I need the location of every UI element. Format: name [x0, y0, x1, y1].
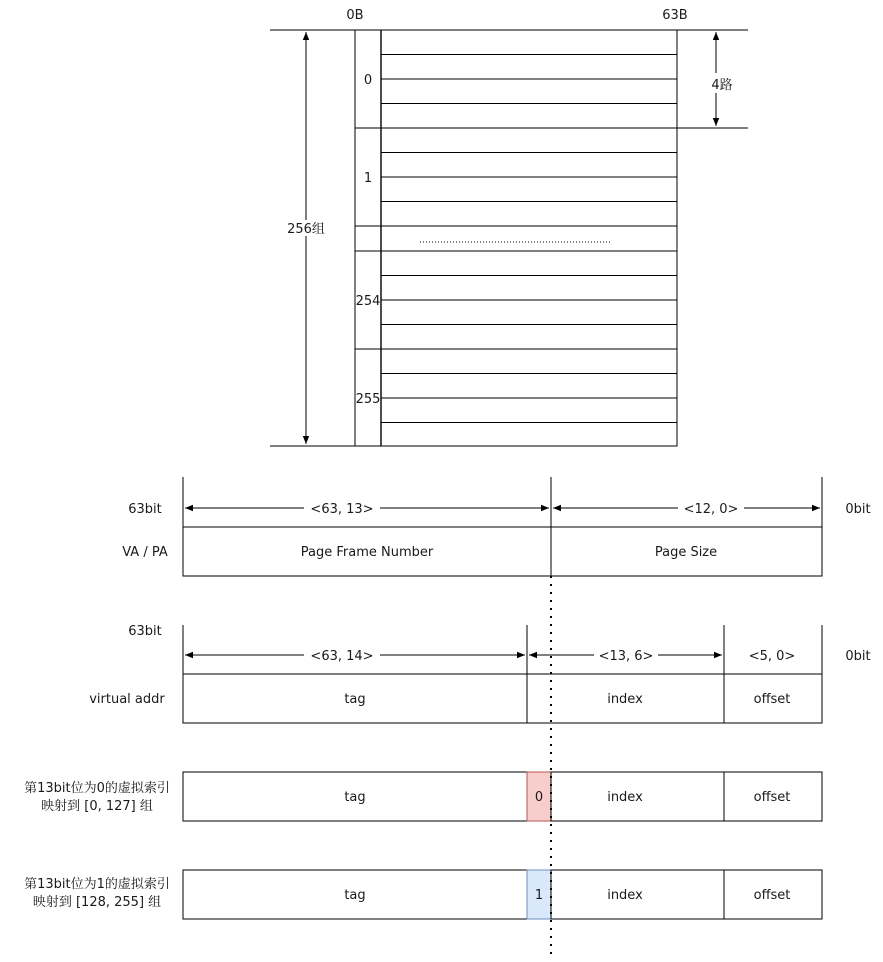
ways-label: 4路 [711, 78, 733, 93]
cache-structure [270, 8, 748, 446]
vaddr-low-bit-label: 0bit [845, 649, 871, 664]
bit13-one-value: 1 [534, 888, 544, 903]
pfn-field-label: Page Frame Number [300, 545, 434, 560]
bit13-one-index-label: index [607, 888, 643, 903]
page-low-bit-label: 0bit [845, 502, 871, 517]
set-label-0: 0 [363, 73, 373, 88]
vaddr-tag-label: tag [344, 692, 366, 707]
cache-ellipsis-row [355, 226, 677, 251]
vaddr-high-bit-label: 63bit [128, 624, 162, 639]
page-high-bit-label: 63bit [128, 502, 162, 517]
cache-set-255 [355, 349, 677, 446]
tag-range-label: <63, 14> [310, 649, 374, 664]
virtual-address-layout [89, 624, 870, 723]
page-offset-range-label: <12, 0> [683, 502, 739, 517]
bit13-one-layout [24, 870, 822, 919]
bit13-one-tag-label: tag [344, 888, 366, 903]
index-range-label: <13, 6> [598, 649, 654, 664]
cache-set-254 [355, 251, 677, 349]
bit13-zero-value: 0 [534, 790, 544, 805]
set-label-1: 1 [363, 171, 373, 186]
page-size-field-label: Page Size [654, 545, 718, 560]
bit13-zero-tag-label: tag [344, 790, 366, 805]
offset-range-label: <5, 0> [748, 649, 796, 664]
set-label-254: 254 [355, 294, 381, 309]
bit13-zero-layout [24, 772, 822, 821]
byte-end-label: 63B [662, 8, 688, 23]
sets-label: 256组 [287, 222, 325, 237]
pfn-range-label: <63, 13> [310, 502, 374, 517]
bit13-zero-index-label: index [607, 790, 643, 805]
bit13-zero-caption-line1: 第13bit位为0的虚拟索引 [24, 781, 170, 796]
bit13-zero-offset-label: offset [753, 790, 791, 805]
cache-set-0 [355, 30, 677, 128]
va-pa-row-label: VA / PA [122, 545, 168, 560]
cache-set-1 [355, 128, 677, 226]
byte-start-label: 0B [346, 8, 364, 23]
bit13-one-caption-line2: 映射到 [128, 255] 组 [32, 895, 162, 910]
bit13-one-caption-line1: 第13bit位为1的虚拟索引 [24, 877, 170, 892]
bit13-zero-caption-line2: 映射到 [0, 127] 组 [41, 799, 153, 814]
bit13-one-offset-label: offset [753, 888, 791, 903]
set-label-255: 255 [355, 392, 381, 407]
page-address-layout [122, 477, 870, 576]
vaddr-offset-label: offset [753, 692, 791, 707]
vaddr-index-label: index [607, 692, 643, 707]
vaddr-row-label: virtual addr [89, 692, 165, 707]
